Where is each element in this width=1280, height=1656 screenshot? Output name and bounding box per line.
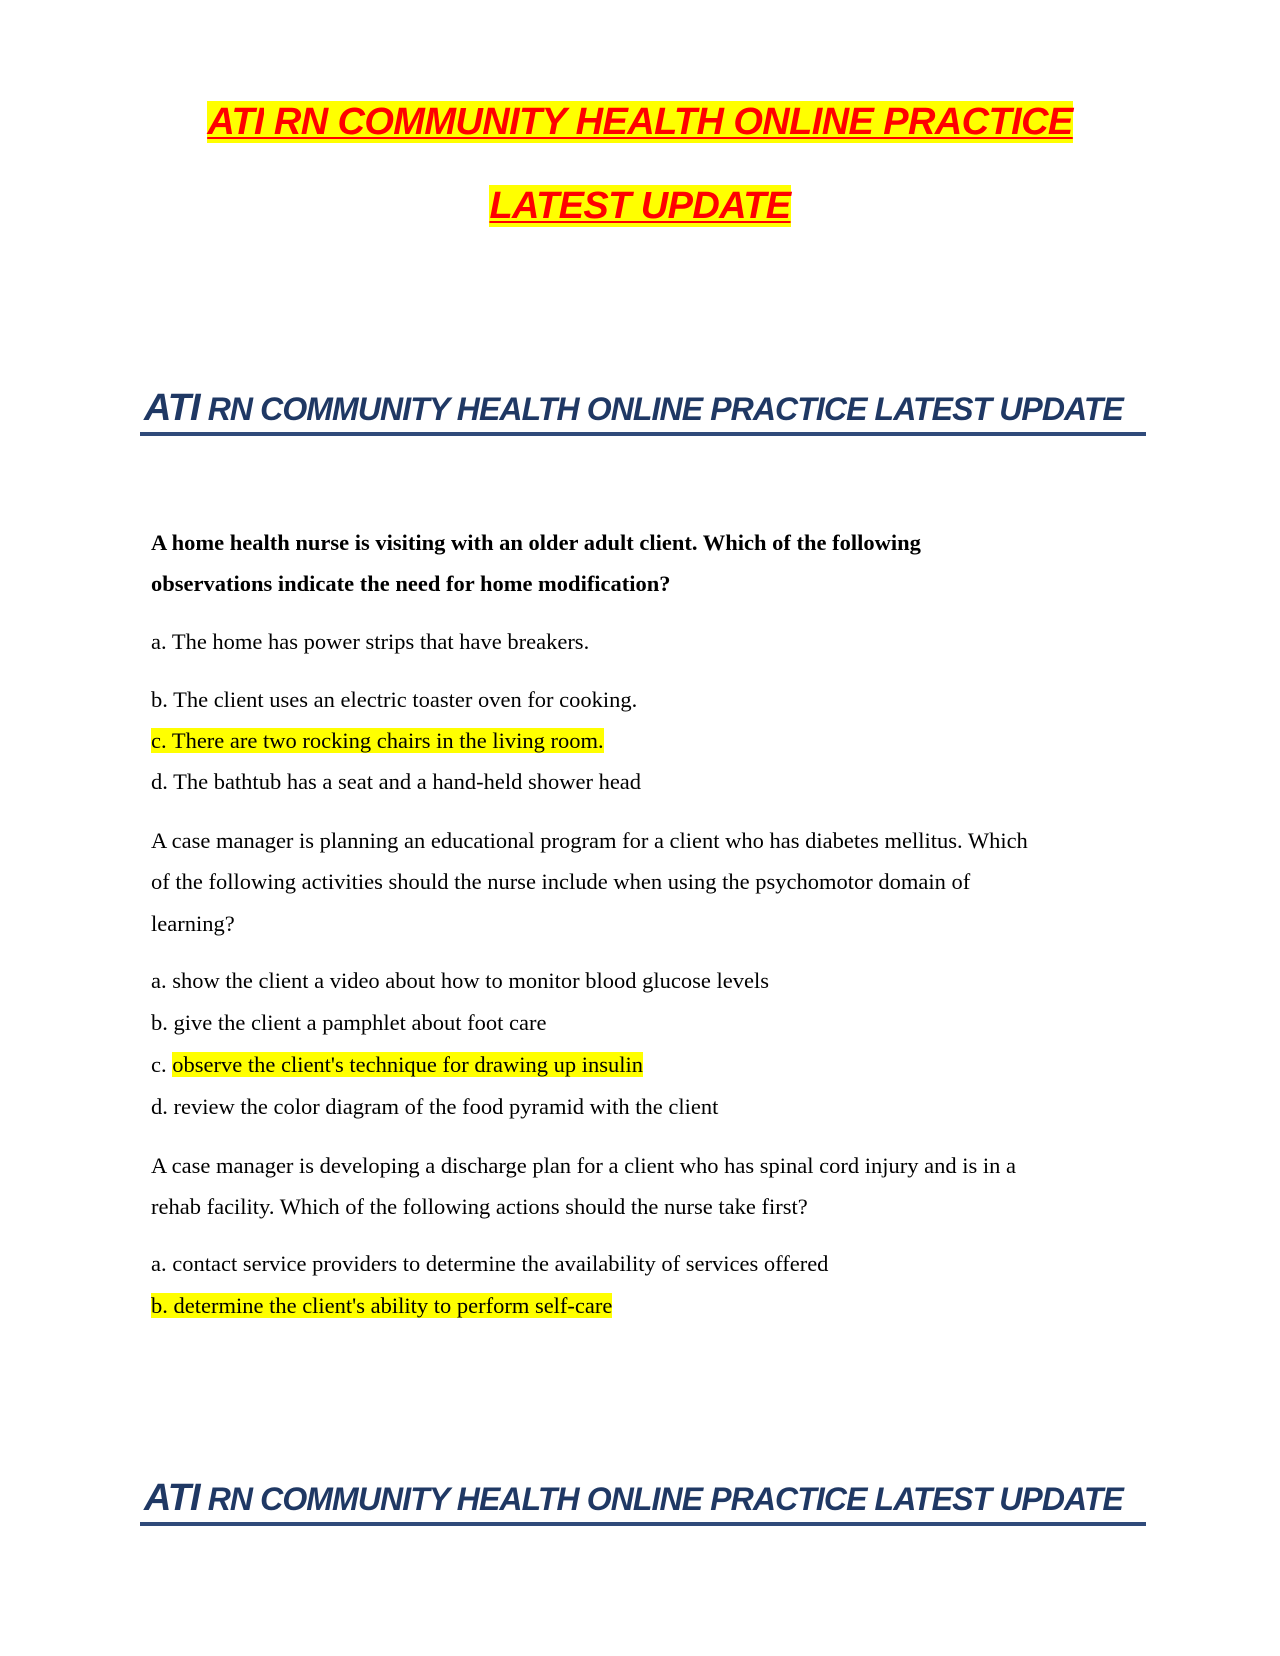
question-2-option-c (151, 1043, 1151, 1086)
question-2-stem-line-2: of the following activities should the nurse include when using the psychomotor domain of (151, 869, 971, 894)
answer-highlight: c. There are two rocking chairs in the living room. (151, 728, 604, 753)
answer-highlight: b. determine the client's ability to perform self-care (151, 1293, 613, 1318)
question-3-option-b (151, 1284, 1151, 1327)
running-header-top (144, 388, 1144, 432)
question-1-stem-line-2: observations indicate the need for home modification? (151, 571, 671, 596)
header-underline (140, 432, 1146, 436)
document-title-line-2 (0, 180, 1280, 232)
question-2-option-d: d. review the color diagram of the food pyramid with the client (151, 1094, 719, 1119)
title-line2-text: LATEST UPDATE (489, 185, 791, 227)
question-1-option-a: a. The home has power strips that have breakers. (151, 629, 590, 654)
question-1-option-c (151, 719, 1151, 762)
question-2-option-a: a. show the client a video about how to monitor blood glucose levels (151, 968, 770, 993)
title-ati: ATI (207, 101, 264, 143)
question-3-option-a: a. contact service providers to determine the availability of services offered (151, 1251, 829, 1276)
question-1-option-b: b. The client uses an electric toaster oven for cooking. (151, 687, 638, 712)
question-3-stem-line-1: A case manager is developing a discharge plan for a client who has spinal cord injury and is in a (151, 1153, 1016, 1178)
header-ati: ATI (144, 1477, 200, 1519)
question-1-option-d: d. The bathtub has a seat and a hand-held shower head (151, 769, 642, 794)
option-c-letter: c. (151, 1052, 173, 1077)
header-rest: RN COMMUNITY HEALTH ONLINE PRACTICE LATEST UPDATE (199, 391, 1123, 427)
question-1-stem-line-1: A home health nurse is visiting with an older adult client. Which of the following (151, 530, 921, 555)
title-rest: RN COMMUNITY HEALTH ONLINE PRACTICE (263, 101, 1073, 143)
question-2-option-b: b. give the client a pamphlet about foot care (151, 1010, 547, 1035)
answer-highlight: observe the client's technique for drawing up insulin (172, 1052, 644, 1077)
document-title-line-1 (0, 96, 1280, 148)
header-rest: RN COMMUNITY HEALTH ONLINE PRACTICE LATEST UPDATE (199, 1481, 1123, 1517)
question-2-stem-line-1: A case manager is planning an educational program for a client who has diabetes mellitus. Which (151, 828, 1028, 853)
question-3-stem-line-2: rehab facility. Which of the following actions should the nurse take first? (151, 1194, 808, 1219)
header-underline (140, 1522, 1146, 1526)
header-ati: ATI (144, 387, 200, 429)
question-2-stem-line-3: learning? (151, 911, 235, 936)
running-header-bottom (144, 1478, 1144, 1522)
